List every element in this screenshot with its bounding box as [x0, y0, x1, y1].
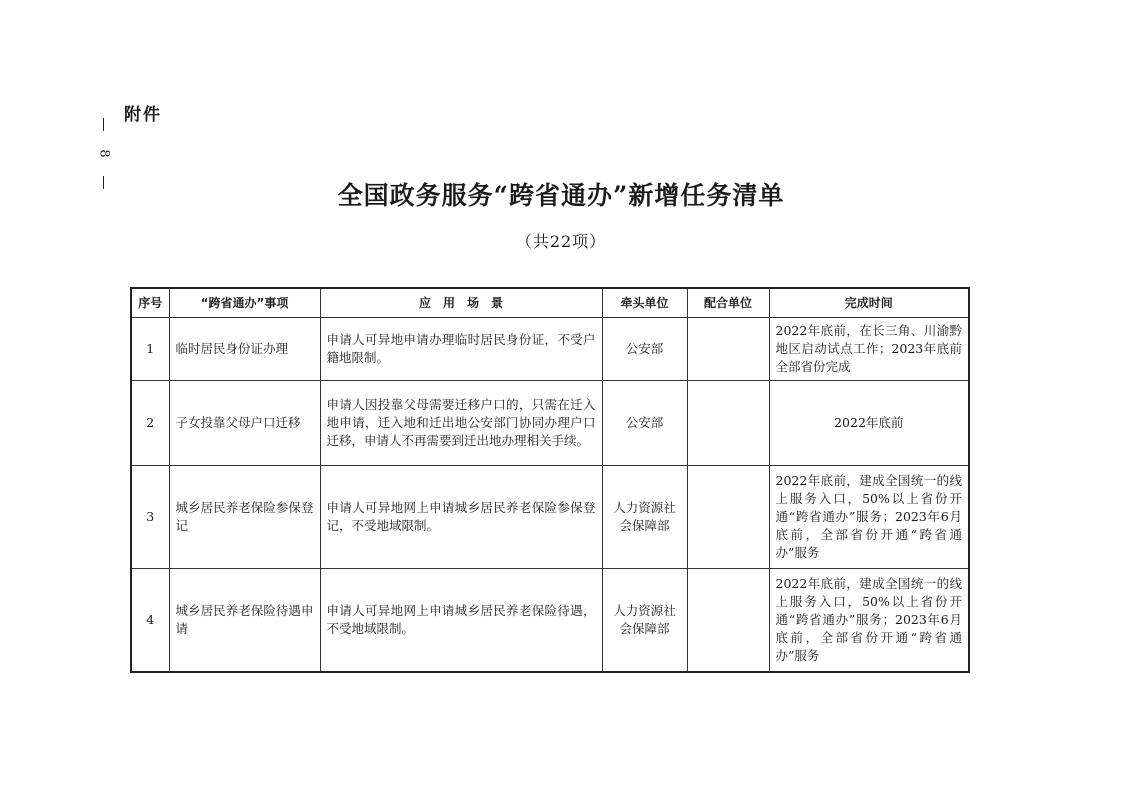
cell-serial-number: 2: [131, 381, 169, 466]
cell-cooperating-unit: [687, 569, 769, 673]
document-subtitle: （共22项）: [515, 232, 607, 251]
cell-cooperating-unit: [687, 466, 769, 569]
page-marker-dash-top: [103, 118, 104, 131]
cell-deadline: 2022年底前: [769, 381, 969, 466]
cell-lead-unit: 人力资源社会保障部: [602, 466, 687, 569]
cell-lead-unit: 人力资源社会保障部: [602, 569, 687, 673]
cell-deadline: 2022年底前，建成全国统一的线上服务入口，50%以上省份开通“跨省通办”服务；2023年6月底前，全部省份开通“跨省通办”服务: [769, 569, 969, 673]
cell-item: 城乡居民养老保险参保登记: [169, 466, 320, 569]
cell-serial-number: 3: [131, 466, 169, 569]
table-row: [131, 318, 969, 381]
header-item: “跨省通办”事项: [169, 288, 320, 318]
cell-item: 临时居民身份证办理: [169, 318, 320, 381]
table-row: [131, 466, 969, 569]
cell-cooperating-unit: [687, 381, 769, 466]
header-serial-number: 序号: [131, 288, 169, 318]
cell-scenario: 申请人可异地网上申请城乡居民养老保险参保登记，不受地域限制。: [320, 466, 602, 569]
document-title: 全国政务服务“跨省通办”新增任务清单: [337, 181, 785, 210]
cell-item: 城乡居民养老保险待遇申请: [169, 569, 320, 673]
header-scenario: 应 用 场 景: [320, 288, 602, 318]
cell-item: 子女投靠父母户口迁移: [169, 381, 320, 466]
header-cooperating-unit: 配合单位: [687, 288, 769, 318]
cell-lead-unit: 公安部: [602, 381, 687, 466]
annex-label: 附件: [124, 105, 162, 125]
cell-scenario: 申请人可异地申请办理临时居民身份证，不受户籍地限制。: [320, 318, 602, 381]
cell-deadline: 2022年底前，在长三角、川渝黔地区启动试点工作；2023年底前全部省份完成: [769, 318, 969, 381]
table-row: [131, 381, 969, 466]
table-row: [131, 569, 969, 673]
task-list-table: [130, 287, 970, 673]
cell-deadline: 2022年底前，建成全国统一的线上服务入口，50%以上省份开通“跨省通办”服务；2023年6月底前，全部省份开通“跨省通办”服务: [769, 466, 969, 569]
cell-lead-unit: 公安部: [602, 318, 687, 381]
cell-scenario: 申请人可异地网上申请城乡居民养老保险待遇，不受地域限制。: [320, 569, 602, 673]
table-header-row: [131, 288, 969, 318]
header-lead-unit: 牵头单位: [602, 288, 687, 318]
page-number: 8: [96, 149, 112, 158]
cell-cooperating-unit: [687, 318, 769, 381]
cell-serial-number: 4: [131, 569, 169, 673]
cell-serial-number: 1: [131, 318, 169, 381]
cell-scenario: 申请人因投靠父母需要迁移户口的，只需在迁入地申请，迁入地和迁出地公安部门协同办理户口迁移，申请人不再需要到迁出地办理相关手续。: [320, 381, 602, 466]
header-deadline: 完成时间: [769, 288, 969, 318]
